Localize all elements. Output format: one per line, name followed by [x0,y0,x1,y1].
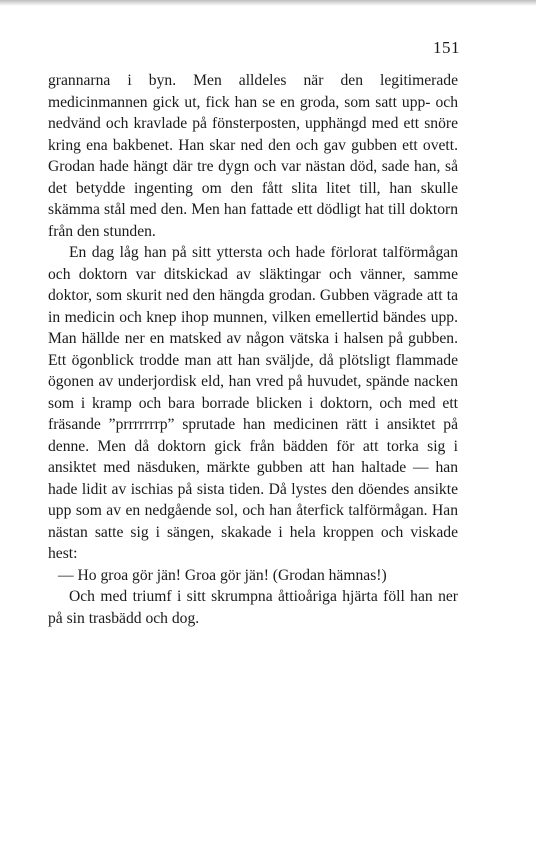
paragraph-4: Och med triumf i sitt skrumpna åttioåriga hjärta föll han ner på sin trasbädd och dog. [48,588,458,627]
paragraph-2: En dag låg han på sitt yttersta och hade förlorat talförmågan och doktorn var ditskickad av släktingar och vänner, samme doktor, som skurit ned den hängda grodan. Gubben vägrade att ta in medicin och knep ihop munnen, vilken emellertid bändes upp. Man hällde ner en matsked av någon vätska i halsen på gubben. Ett ögonblick trodde man att han sväljde, då plötsligt flammade ögonen av underjordisk eld, han vred på huvudet, spände nacken som i kramp och bara borrade blicken i doktorn, och med ett fräsande ”prrrrrrrp” sprutade han medicinen rätt i ansiktet på denne. Men då doktorn gick från bädden för att torka sig i ansiktet med näsduken, märkte gubben att han haltade — han hade lidit av ischias på sista tiden. Då lystes den döendes ansikte upp som av en nedgående sol, och han återfick talförmågan. Han nästan satte sig i sängen, skakade i hela kroppen och viskade hest: [48,244,458,562]
body-text [48,70,458,629]
paragraph-dialogue: — Ho groa gör jän! Groa gör jän! (Grodan hämnas!) [58,566,387,584]
paragraph-1: grannarna i byn. Men alldeles när den legitimerade medicinmannen gick ut, fick han se en groda, som satt upp- och nedvänd och kravlade på fönsterposten, upphängd med ett snöre kring ena bakbenet. Han skar ned den och gav gubben ett ovett. Grodan hade hängt där tre dygn och var nästan död, sade han, så det betydde ingenting om den fått slita litet till, han skulle skämma stål med den. Men han fattade ett dödligt hat till doktorn från den stunden. [48,72,458,240]
page-top-edge [0,0,536,6]
page-number: 151 [433,38,460,57]
